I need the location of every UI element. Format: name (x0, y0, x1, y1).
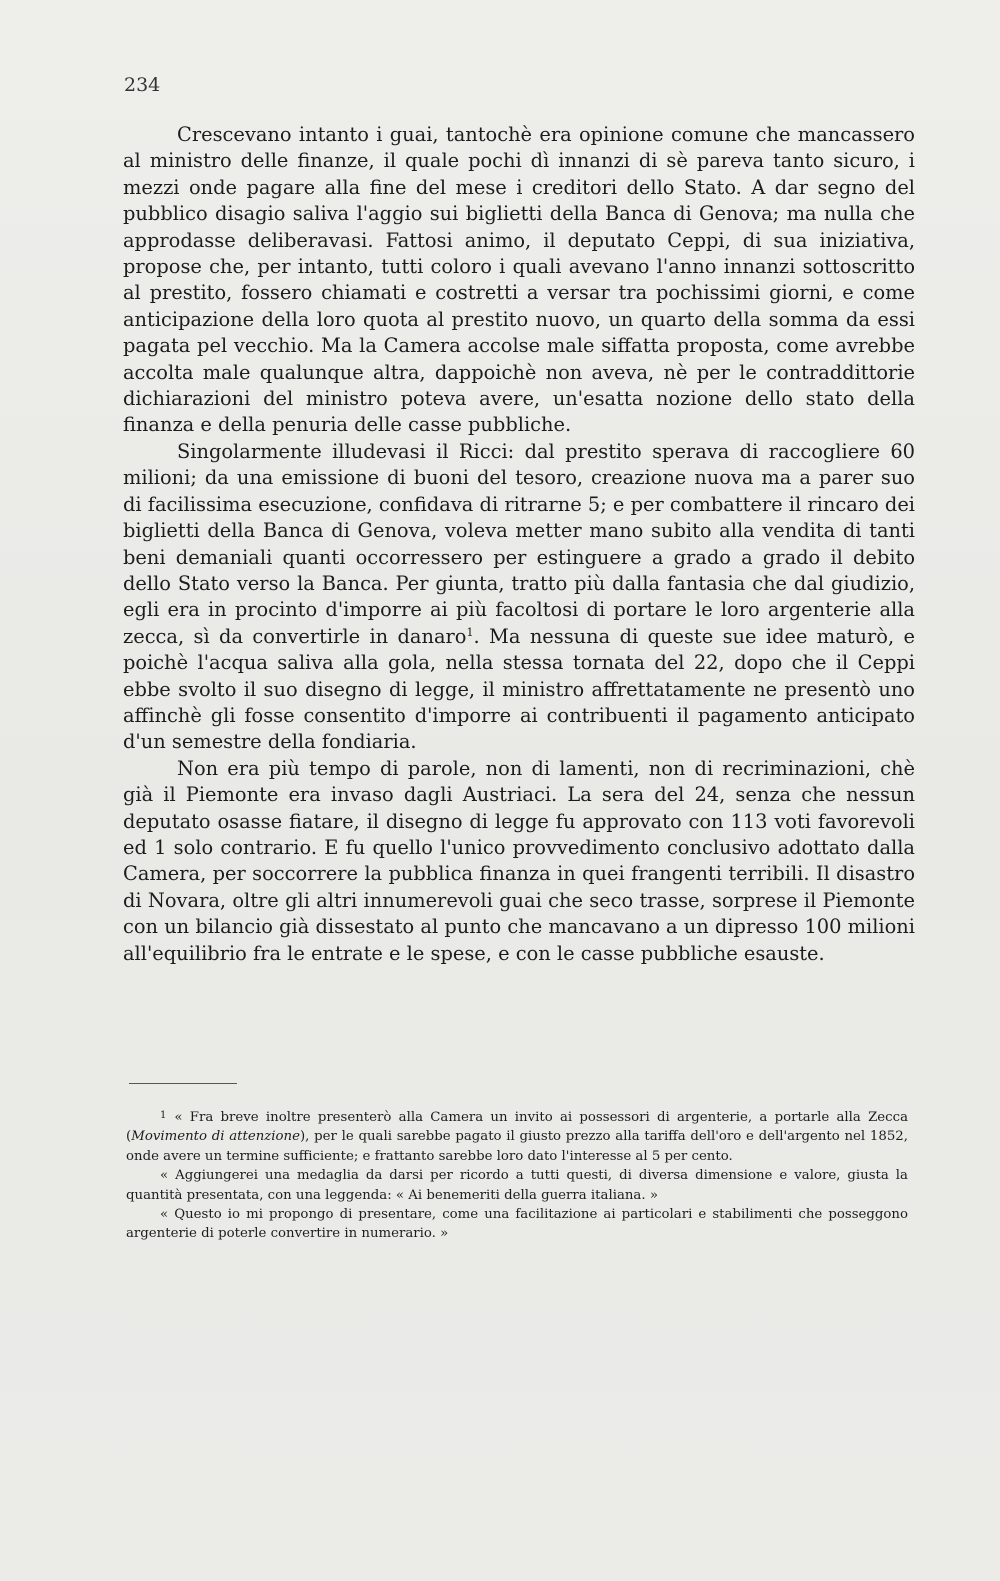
paragraph-2-part-2: . Ma nessuna di queste sue idee maturò, e poichè l'acqua saliva alla gola, nella stessa tornata del 22, dopo che il Ceppi ebbe svolto il suo disegno di legge, il ministro affrettatamente ne presentò uno affinchè gli fosse consentito d'imporre ai contribuenti il pagamento anticipato d'un semestre della fondiaria. (123, 624, 915, 754)
footnote-1-part-1: « Fra breve inoltre presenterò alla Camera un invito ai possessori di argenterie, a portarle alla Zecca ( (126, 1110, 908, 1145)
footnote-3: « Questo io mi propongo di presentare, come una facilitazione ai particolari e stabilimenti che posseggono argenterie di poterle convertire in numerario. » (126, 1207, 908, 1242)
footnotes (126, 1106, 908, 1244)
footnote-divider (129, 1083, 237, 1084)
paragraph-2-part-1: Singolarmente illudevasi il Ricci: dal prestito sperava di raccogliere 60 milioni; da una emissione di buoni del tesoro, creazione nuova ma a parer suo di facilissima esecuzione, confidava di ritrarne 5; e per combattere il rincaro dei biglietti della Banca di Genova, voleva metter mano subito alla vendita di tanti beni demaniali quanti occorressero per estinguere a grado a grado il debito dello Stato verso la Banca. Per giunta, tratto più dalla fantasia che dal giudizio, egli era in procinto d'imporre ai più facoltosi di portare le loro argenterie alla zecca, sì da convertirle in danaro (123, 439, 915, 648)
footnote-reference: 1 (466, 625, 474, 639)
paragraph-3: Non era più tempo di parole, non di lamenti, non di recriminazioni, chè già il Piemonte era invaso dagli Austriaci. La sera del 24, senza che nessun deputato osasse fiatare, il disegno di legge fu approvato con 113 voti favorevoli ed 1 solo contrario. E fu quello l'unico provvedimento conclusivo adottato dalla Camera, per soccorrere la pubblica finanza in quei frangenti terribili. Il disastro di Novara, oltre gli altri innumerevoli guai che seco trasse, sorprese il Piemonte con un bilancio già dissestato al punto che mancavano a un dipresso 100 milioni all'equilibrio fra le entrate e le spese, e con le casse pubbliche esauste. (123, 756, 915, 965)
page-number: 234 (124, 74, 161, 96)
footnote-2: « Aggiungerei una medaglia da darsi per ricordo a tutti questi, di diversa dimensione e valore, giusta la quantità presentata, con una leggenda: « Ai benemeriti della guerra italiana. » (126, 1168, 908, 1203)
footnote-1-part-2: ), per le quali sarebbe pagato il giusto prezzo alla tariffa dell'oro e dell'argento nel 1852, onde avere un termine sufficiente; e frattanto sarebbe loro dato l'interesse al 5 per cento. (126, 1129, 908, 1164)
footnote-1-italic: Movimento di attenzione (131, 1129, 300, 1145)
footnote-1 (126, 1106, 908, 1166)
main-text (123, 122, 915, 967)
paragraph-2 (123, 439, 915, 756)
paragraph-1: Crescevano intanto i guai, tantochè era opinione comune che mancassero al ministro delle finanze, il quale pochi dì innanzi di sè pareva tanto sicuro, i mezzi onde pagare alla fine del mese i creditori dello Stato. A dar segno del pubblico disagio saliva l'aggio sui biglietti della Banca di Genova; ma nulla che approdasse deliberavasi. Fattosi animo, il deputato Ceppi, di sua iniziativa, propose che, per intanto, tutti coloro i quali avevano l'anno innanzi sottoscritto al prestito, fossero chiamati e costretti a versar tra pochissimi giorni, e come anticipazione della loro quota al prestito nuovo, un quarto della somma da essi pagata pel vecchio. Ma la Camera accolse male siffatta proposta, come avrebbe accolta male qualunque altra, dappoichè non aveva, nè per le contraddittorie dichiarazioni del ministro poteva avere, un'esatta nozione dello stato della finanza e della penuria delle casse pubbliche. (123, 123, 915, 437)
footnote-marker: 1 (160, 1110, 167, 1121)
